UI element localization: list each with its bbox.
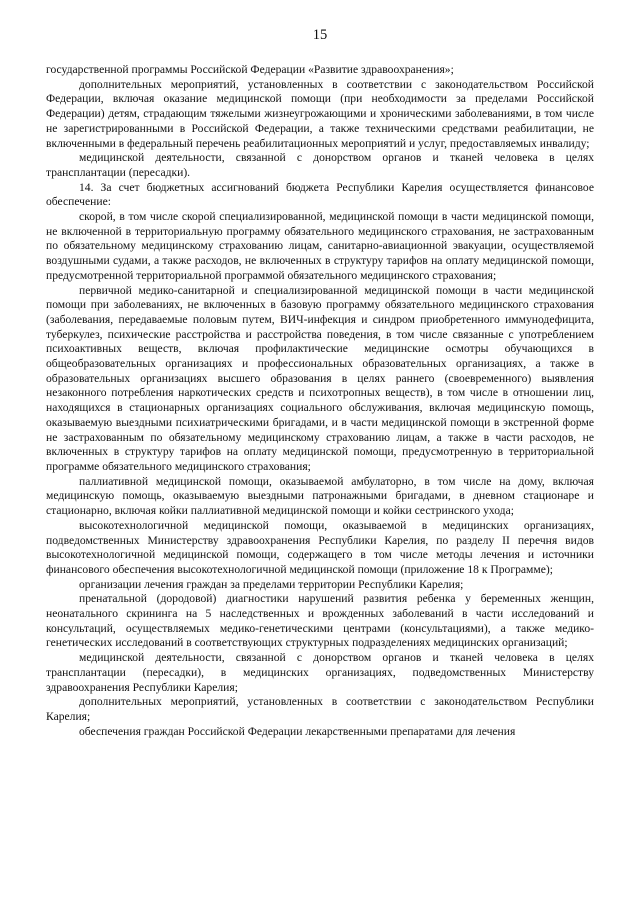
paragraph-palliative-care: паллиативной медицинской помощи, оказываемой амбулаторно, в том числе на дому, включая медицинскую помощь, оказываемую выездными патронажными бригадами, в дневном стационаре и стационарно, включая койки паллиативной медицинской помощи и койки сестринского ухода; (46, 474, 594, 518)
paragraph-drug-supply: обеспечения граждан Российской Федерации лекарственными препаратами для лечения (79, 724, 516, 738)
paragraph-treatment-outside-region: организации лечения граждан за пределами территории Республики Карелия; (79, 577, 464, 591)
page-number: 15 (312, 27, 328, 43)
paragraph-additional-measures-rf: дополнительных мероприятий, установленных в соответствии с законодательством Российской Федерации, включая оказание медицинской помощи (при необходимости за пределами Российской Федерации) детям, страдающим тяжелыми жизнеугрожающими и хроническими заболеваниями, в том числе не зарегистрированными в Российской Федерации, а также техническими средствами реабилитации, не включенными в федеральный перечень реабилитационных мероприятий и услуг, предоставляемых инвалиду; (46, 77, 594, 150)
paragraph-primary-care: первичной медико-санитарной и специализированной медицинской помощи в части медицинской помощи при заболеваниях, не включенных в базовую программу обязательного медицинского страхования (заболевания, передаваемые половым путем, ВИЧ-инфекция и синдром приобретенного иммунодефицита, туберкулез, психические расстройства и расстройства поведения, в том числе связанные с употреблением психоактивных веществ, включая профилактические медицинские осмотры обучающихся в общеобразовательных организациях и профессиональных образовательных организациях, а также в образовательных организациях высшего образования в целях раннего (своевременного) выявления незаконного потребления наркотических средств и психотропных веществ), в том числе в отношении лиц, находящихся в стационарных организациях социального обслуживания, включая медицинскую помощь, оказываемую выездными психиатрическими бригадами, и в части медицинской помощи в экстренной форме не застрахованным по обязательному медицинскому страхованию лицам, а также в части расходов, не включенных в структуру тарифов на оплату медицинской помощи, предусмотренную в территориальной программе обязательного медицинского страхования; (46, 283, 594, 473)
paragraph-organ-donation-regional: медицинской деятельности, связанной с донорством органов и тканей человека в целях трансплантации (пересадки), в медицинских организациях, подведомственных Министерству здравоохранения Республики Карелия; (46, 651, 594, 694)
paragraph-emergency-care: скорой, в том числе скорой специализированной, медицинской помощи в части медицинской помощи, не включенной в территориальную программу обязательного медицинского страхования, не застрахованным по обязательному медицинскому страхованию лицам, санитарно-авиационной эвакуации, осуществляемой воздушными судами, а также расходов, не включенных в структуру тарифов на оплату медицинской помощи, предусмотренной территориальной программой обязательного медицинского страхования; (46, 210, 594, 282)
paragraph-additional-measures-karelia: дополнительных мероприятий, установленных в соответствии с законодательством Республики Карелия; (46, 695, 594, 723)
paragraph-high-tech-care: высокотехнологичной медицинской помощи, оказываемой в медицинских организациях, подведомственных Министерству здравоохранения Республики Карелия, по разделу II перечня видов высокотехнологичной медицинской помощи, содержащего в том числе методы лечения и источники финансового обеспечения высокотехнологичной медицинской помощи (приложение 18 к Программе); (46, 518, 594, 576)
paragraph-clause-14: 14. За счет бюджетных ассигнований бюджета Республики Карелия осуществляется финансовое обеспечение: (46, 180, 594, 209)
document-page (46, 26, 594, 739)
paragraph-prenatal-diagnostics: пренатальной (дородовой) диагностики нарушений развития ребенка у беременных женщин, неонатального скрининга на 5 наследственных и врожденных заболеваний в части исследований и консультаций, осуществляемых медико-генетическими центрами (консультациями), а также медико-генетических исследований в соответствующих структурных подразделениях медицинских организаций; (46, 592, 594, 650)
paragraph-continuation: государственной программы Российской Федерации «Развитие здравоохранения»; (46, 63, 454, 76)
document-body (46, 63, 594, 739)
paragraph-organ-donation-federal: медицинской деятельности, связанной с донорством органов и тканей человека в целях трансплантации (пересадки). (46, 151, 594, 179)
